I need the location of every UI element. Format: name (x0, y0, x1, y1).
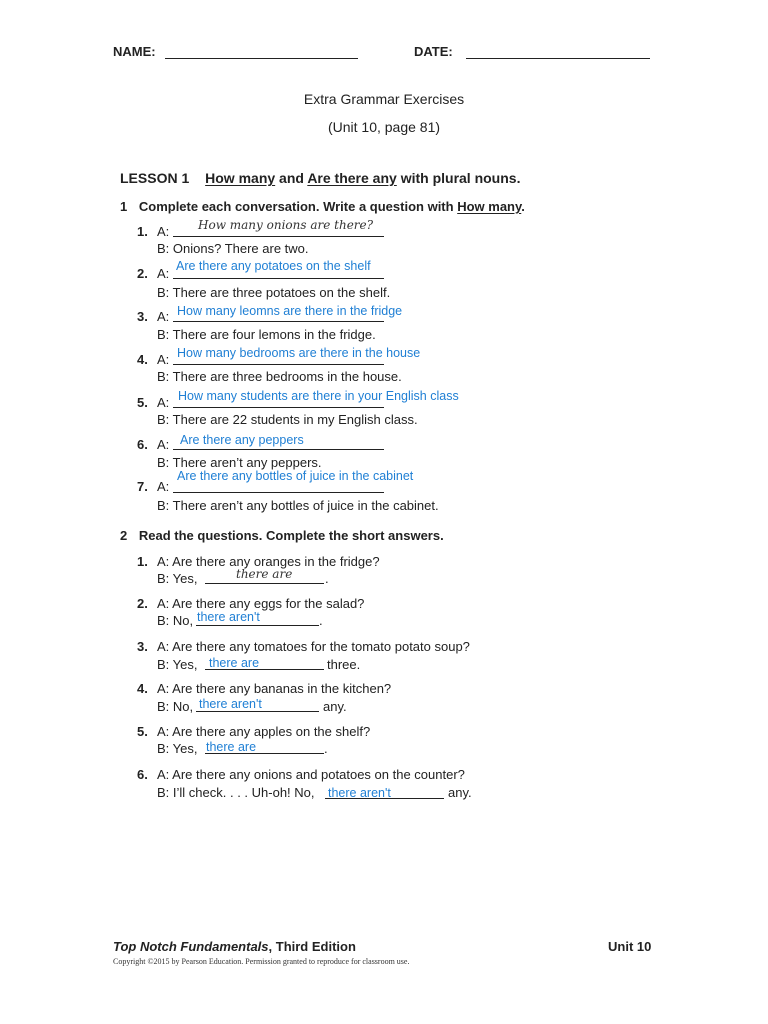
page-title: Extra Grammar Exercises (303, 91, 465, 107)
item-question: A: Are there any eggs for the salad? (157, 596, 365, 611)
item-a-label: A: (157, 352, 170, 367)
book-edition: , Third Edition (268, 939, 356, 954)
answer-line[interactable] (173, 321, 384, 322)
answer-text: there aren't (197, 610, 260, 624)
date-field[interactable] (466, 58, 650, 59)
name-field[interactable] (165, 58, 358, 59)
item-question: A: Are there any oranges in the fridge? (157, 554, 380, 569)
answer-line[interactable] (173, 278, 384, 279)
item-b-text: B: There aren’t any bottles of juice in the cabinet. (157, 498, 439, 513)
answer-line[interactable] (173, 364, 384, 365)
item-number: 7. (137, 479, 148, 494)
answer-text: there are (206, 740, 257, 754)
exercise-1-emph: How many (457, 199, 522, 214)
item-a-label: A: (157, 266, 170, 281)
item-number: 2. (137, 596, 148, 611)
item-a-label: A: (157, 224, 170, 239)
item-number: 1. (137, 554, 148, 569)
item-number: 4. (137, 681, 148, 696)
item-b-pre: B: No, (157, 699, 194, 714)
answer-text: How many students are there in your English class (178, 389, 459, 403)
item-question: A: Are there any onions and potatoes on the counter? (157, 767, 465, 782)
exercise-2-instruction (120, 528, 444, 543)
name-label: NAME: (113, 44, 156, 59)
item-number: 3. (137, 639, 148, 654)
answer-text: there aren't (328, 786, 391, 800)
answer-text: Are there any peppers (180, 433, 304, 447)
item-b-text: B: There aren’t any peppers. (157, 455, 322, 470)
item-b-text: B: Onions? There are two. (157, 241, 309, 256)
lesson-and: and (279, 170, 304, 186)
item-b-text: B: There are four lemons in the fridge. (157, 327, 376, 342)
answer-text: there aren't (199, 697, 262, 711)
item-b-pre: B: Yes, (157, 741, 198, 756)
item-a-label: A: (157, 479, 170, 494)
item-number: 5. (137, 395, 148, 410)
exercise-1-text: Complete each conversation. Write a question with (138, 199, 454, 214)
item-b-post: any. (323, 699, 347, 714)
answer-line[interactable] (196, 711, 319, 712)
item-number: 6. (137, 437, 148, 452)
exercise-2-number: 2 (120, 528, 128, 543)
item-question: A: Are there any tomatoes for the tomato potato soup? (157, 639, 470, 654)
exercise-1-instruction (120, 199, 525, 214)
item-number: 2. (137, 266, 148, 281)
item-a-label: A: (157, 309, 170, 324)
answer-text: How many onions are there? (198, 218, 374, 232)
item-b-post: . (319, 613, 323, 628)
footer-copyright: Copyright ©2015 by Pearson Education. Permission granted to reproduce for classroom use. (113, 957, 410, 966)
lesson-phrase-how-many: How many (205, 170, 276, 186)
exercise-1-end: . (521, 199, 525, 214)
item-a-label: A: (157, 395, 170, 410)
answer-text: there are (209, 656, 260, 670)
item-b-pre: B: No, (157, 613, 194, 628)
answer-line[interactable] (196, 625, 319, 626)
exercise-1-number: 1 (120, 199, 128, 214)
answer-line[interactable] (173, 449, 384, 450)
item-question: A: Are there any apples on the shelf? (157, 724, 371, 739)
exercise-2-text: Read the questions. Complete the short answers. (138, 528, 444, 543)
answer-text: there are (236, 567, 293, 581)
answer-line[interactable] (205, 583, 324, 584)
answer-line[interactable] (173, 407, 384, 408)
answer-line[interactable] (173, 492, 384, 493)
lesson-heading (120, 170, 520, 186)
item-a-label: A: (157, 437, 170, 452)
page-subtitle: (Unit 10, page 81) (327, 119, 441, 135)
date-label: DATE: (414, 44, 453, 59)
item-b-pre: B: Yes, (157, 657, 198, 672)
item-b-post: . (324, 741, 328, 756)
item-number: 1. (137, 224, 148, 239)
item-number: 4. (137, 352, 148, 367)
answer-text: Are there any potatoes on the shelf (176, 259, 371, 273)
lesson-rest: with plural nouns. (400, 170, 521, 186)
item-number: 5. (137, 724, 148, 739)
item-b-text: B: There are 22 students in my English class. (157, 412, 418, 427)
item-b-post: any. (448, 785, 472, 800)
item-b-pre: B: I’ll check. . . . Uh-oh! No, (157, 785, 315, 800)
answer-text: How many bedrooms are there in the house (177, 346, 421, 360)
answer-line[interactable] (173, 236, 384, 237)
item-b-text: B: There are three potatoes on the shelf. (157, 285, 391, 300)
item-number: 3. (137, 309, 148, 324)
item-question: A: Are there any bananas in the kitchen? (157, 681, 392, 696)
book-title: Top Notch Fundamentals (113, 939, 269, 954)
answer-text: How many leomns are there in the fridge (177, 304, 403, 318)
item-b-pre: B: Yes, (157, 571, 198, 586)
answer-text: Are there any bottles of juice in the cabinet (177, 469, 414, 483)
lesson-phrase-are-there-any: Are there any (307, 170, 397, 186)
item-b-text: B: There are three bedrooms in the house. (157, 369, 402, 384)
footer-book-title (113, 939, 356, 954)
footer-unit: Unit 10 (608, 939, 652, 954)
lesson-label: LESSON 1 (120, 170, 190, 186)
item-b-post: . (325, 571, 329, 586)
item-number: 6. (137, 767, 148, 782)
item-b-post: three. (327, 657, 361, 672)
